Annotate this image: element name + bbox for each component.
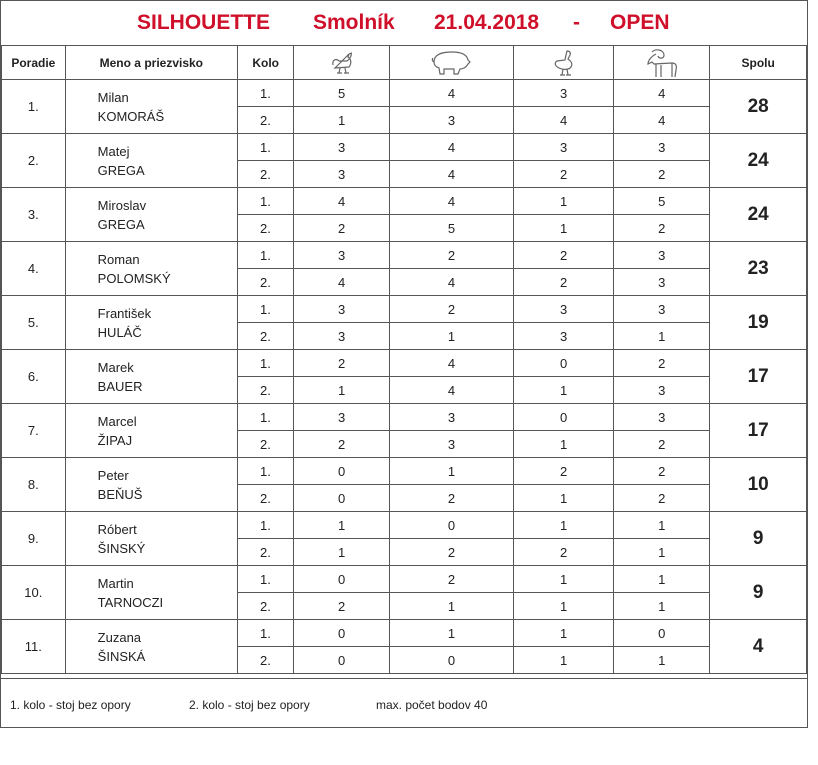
- total-cell: 19: [710, 296, 807, 350]
- score-cell: 5: [614, 188, 710, 215]
- round-cell: 1.: [237, 620, 293, 647]
- score-cell: 2: [514, 458, 614, 485]
- table-row: [2, 188, 807, 215]
- total-cell: 24: [710, 134, 807, 188]
- max-points-note: max. počet bodov 40: [376, 698, 488, 712]
- title-row: [1, 1, 807, 46]
- score-cell: 4: [389, 161, 513, 188]
- round2-note: 2. kolo - stoj bez opory: [189, 698, 310, 712]
- name-cell: [65, 512, 237, 566]
- score-cell: 2: [614, 215, 710, 242]
- score-cell: 4: [389, 134, 513, 161]
- target1-header: [294, 46, 389, 80]
- rank-cell: 5.: [2, 296, 66, 350]
- rank-cell: 4.: [2, 242, 66, 296]
- round-cell: 2.: [237, 593, 293, 620]
- round-cell: 1.: [237, 458, 293, 485]
- score-cell: 3: [389, 107, 513, 134]
- score-cell: 2: [294, 431, 389, 458]
- round-cell: 1.: [237, 242, 293, 269]
- first-name: Zuzana: [97, 629, 142, 645]
- first-name: Marcel: [97, 413, 137, 429]
- ram-icon: [642, 48, 682, 78]
- score-cell: 1: [389, 323, 513, 350]
- first-name: Miroslav: [97, 197, 147, 213]
- score-cell: 2: [614, 350, 710, 377]
- round-cell: 1.: [237, 404, 293, 431]
- score-cell: 3: [294, 404, 389, 431]
- last-name: ŠINSKÝ: [97, 540, 146, 556]
- first-name: Marek: [97, 359, 134, 375]
- name-cell: [65, 134, 237, 188]
- last-name: POLOMSKÝ: [97, 270, 171, 286]
- score-cell: 2: [389, 539, 513, 566]
- score-cell: 1: [614, 512, 710, 539]
- score-cell: 3: [514, 80, 614, 107]
- round-cell: 2.: [237, 107, 293, 134]
- chicken-icon: [327, 51, 357, 75]
- event-place: Smolník: [313, 11, 395, 34]
- score-cell: 3: [614, 377, 710, 404]
- table-row: [2, 134, 807, 161]
- table-row: [2, 242, 807, 269]
- score-cell: 1: [389, 620, 513, 647]
- name-header: Meno a priezvisko: [65, 46, 237, 80]
- score-cell: 3: [294, 323, 389, 350]
- score-cell: 4: [389, 269, 513, 296]
- total-cell: 17: [710, 350, 807, 404]
- target3-header: [514, 46, 614, 80]
- total-cell: 10: [710, 458, 807, 512]
- score-cell: 3: [294, 242, 389, 269]
- score-cell: 1: [514, 485, 614, 512]
- score-cell: 1: [614, 539, 710, 566]
- score-cell: 0: [294, 566, 389, 593]
- last-name: GREGA: [97, 162, 145, 178]
- table-row: [2, 80, 807, 107]
- round-cell: 2.: [237, 377, 293, 404]
- score-cell: 3: [514, 134, 614, 161]
- total-cell: 9: [710, 566, 807, 620]
- rank-cell: 1.: [2, 80, 66, 134]
- score-cell: 4: [389, 350, 513, 377]
- score-cell: 5: [294, 80, 389, 107]
- score-cell: 1: [294, 107, 389, 134]
- rank-cell: 3.: [2, 188, 66, 242]
- last-name: TARNOCZI: [97, 594, 164, 610]
- name-cell: [65, 404, 237, 458]
- name-cell: [65, 296, 237, 350]
- score-cell: 4: [389, 80, 513, 107]
- score-cell: 2: [294, 350, 389, 377]
- round-header: Kolo: [237, 46, 293, 80]
- score-cell: 0: [294, 458, 389, 485]
- score-cell: 1: [294, 512, 389, 539]
- round-cell: 2.: [237, 647, 293, 674]
- score-cell: 4: [614, 107, 710, 134]
- round-cell: 2.: [237, 161, 293, 188]
- rank-cell: 2.: [2, 134, 66, 188]
- score-cell: 4: [514, 107, 614, 134]
- target2-header: [389, 46, 513, 80]
- name-cell: [65, 350, 237, 404]
- score-cell: 2: [294, 215, 389, 242]
- score-cell: 2: [614, 458, 710, 485]
- score-cell: 4: [614, 80, 710, 107]
- score-cell: 1: [614, 566, 710, 593]
- round-cell: 2.: [237, 269, 293, 296]
- score-cell: 1: [514, 620, 614, 647]
- score-cell: 1: [294, 377, 389, 404]
- score-cell: 0: [614, 620, 710, 647]
- round-cell: 1.: [237, 566, 293, 593]
- score-cell: 3: [614, 134, 710, 161]
- rank-cell: 11.: [2, 620, 66, 674]
- score-cell: 0: [294, 647, 389, 674]
- score-cell: 1: [514, 566, 614, 593]
- score-cell: 2: [614, 485, 710, 512]
- first-name: Milan: [97, 89, 129, 105]
- score-cell: 2: [514, 242, 614, 269]
- last-name: KOMORÁŠ: [97, 108, 165, 124]
- event-category: OPEN: [610, 11, 670, 34]
- score-cell: 1: [514, 215, 614, 242]
- score-cell: 1: [514, 647, 614, 674]
- round-cell: 1.: [237, 80, 293, 107]
- score-cell: 2: [294, 593, 389, 620]
- round1-note: 1. kolo - stoj bez opory: [10, 698, 131, 712]
- turkey-icon: [549, 49, 579, 77]
- score-cell: 2: [614, 431, 710, 458]
- event-date: 21.04.2018: [434, 11, 540, 34]
- first-name: Martin: [97, 575, 134, 591]
- score-cell: 1: [389, 458, 513, 485]
- score-cell: 3: [389, 404, 513, 431]
- table-row: [2, 350, 807, 377]
- score-cell: 3: [294, 134, 389, 161]
- score-cell: 4: [294, 269, 389, 296]
- round-cell: 2.: [237, 539, 293, 566]
- first-name: Peter: [97, 467, 129, 483]
- pig-icon: [430, 50, 472, 76]
- total-cell: 17: [710, 404, 807, 458]
- score-cell: 4: [294, 188, 389, 215]
- rank-cell: 8.: [2, 458, 66, 512]
- header-row: [2, 46, 807, 80]
- score-cell: 2: [514, 539, 614, 566]
- score-cell: 1: [389, 593, 513, 620]
- last-name: ŽIPAJ: [97, 432, 133, 448]
- rank-cell: 10.: [2, 566, 66, 620]
- first-name: Róbert: [97, 521, 137, 537]
- total-cell: 9: [710, 512, 807, 566]
- last-name: ŠINSKÁ: [97, 648, 146, 664]
- round-cell: 1.: [237, 512, 293, 539]
- score-cell: 0: [294, 485, 389, 512]
- score-cell: 2: [389, 242, 513, 269]
- score-cell: 4: [389, 188, 513, 215]
- score-cell: 0: [514, 350, 614, 377]
- total-header: Spolu: [710, 46, 807, 80]
- rank-cell: 9.: [2, 512, 66, 566]
- last-name: HULÁČ: [97, 324, 142, 340]
- results-table: [1, 45, 807, 674]
- score-cell: 3: [294, 296, 389, 323]
- total-cell: 24: [710, 188, 807, 242]
- name-cell: [65, 188, 237, 242]
- score-cell: 2: [514, 161, 614, 188]
- score-cell: 1: [514, 431, 614, 458]
- score-cell: 1: [514, 593, 614, 620]
- first-name: František: [97, 305, 152, 321]
- round-cell: 1.: [237, 350, 293, 377]
- round-cell: 2.: [237, 215, 293, 242]
- name-cell: [65, 80, 237, 134]
- rank-cell: 7.: [2, 404, 66, 458]
- score-cell: 1: [614, 647, 710, 674]
- score-cell: 0: [389, 512, 513, 539]
- name-cell: [65, 566, 237, 620]
- table-row: [2, 512, 807, 539]
- round-cell: 1.: [237, 296, 293, 323]
- round-cell: 1.: [237, 134, 293, 161]
- score-cell: 1: [514, 377, 614, 404]
- table-row: [2, 404, 807, 431]
- table-row: [2, 620, 807, 647]
- round-cell: 2.: [237, 323, 293, 350]
- name-cell: [65, 620, 237, 674]
- score-cell: 3: [294, 161, 389, 188]
- last-name: BAUER: [97, 378, 143, 394]
- first-name: Roman: [97, 251, 140, 267]
- event-title: SILHOUETTE: [137, 11, 271, 34]
- round-cell: 1.: [237, 188, 293, 215]
- footer: [1, 678, 807, 729]
- rank-cell: 6.: [2, 350, 66, 404]
- score-cell: 1: [514, 512, 614, 539]
- score-cell: 3: [614, 296, 710, 323]
- score-cell: 3: [614, 269, 710, 296]
- total-cell: 28: [710, 80, 807, 134]
- name-cell: [65, 458, 237, 512]
- round-cell: 2.: [237, 431, 293, 458]
- first-name: Matej: [97, 143, 130, 159]
- score-cell: 1: [294, 539, 389, 566]
- rank-header: Poradie: [2, 46, 66, 80]
- total-cell: 4: [710, 620, 807, 674]
- score-cell: 3: [614, 242, 710, 269]
- score-cell: 2: [514, 269, 614, 296]
- name-cell: [65, 242, 237, 296]
- target4-header: [614, 46, 710, 80]
- total-cell: 23: [710, 242, 807, 296]
- score-cell: 0: [514, 404, 614, 431]
- title-dash: -: [573, 11, 580, 34]
- score-cell: 1: [614, 593, 710, 620]
- score-cell: 2: [614, 161, 710, 188]
- score-cell: 1: [514, 188, 614, 215]
- table-row: [2, 566, 807, 593]
- score-cell: 3: [614, 404, 710, 431]
- last-name: GREGA: [97, 216, 145, 232]
- score-cell: 3: [514, 323, 614, 350]
- last-name: BEŇUŠ: [97, 486, 143, 502]
- score-cell: 0: [389, 647, 513, 674]
- score-cell: 3: [389, 431, 513, 458]
- score-cell: 2: [389, 566, 513, 593]
- score-cell: 2: [389, 485, 513, 512]
- table-row: [2, 458, 807, 485]
- table-row: [2, 296, 807, 323]
- score-cell: 0: [294, 620, 389, 647]
- score-cell: 5: [389, 215, 513, 242]
- score-cell: 2: [389, 296, 513, 323]
- score-cell: 1: [614, 323, 710, 350]
- score-cell: 3: [514, 296, 614, 323]
- round-cell: 2.: [237, 485, 293, 512]
- score-cell: 4: [389, 377, 513, 404]
